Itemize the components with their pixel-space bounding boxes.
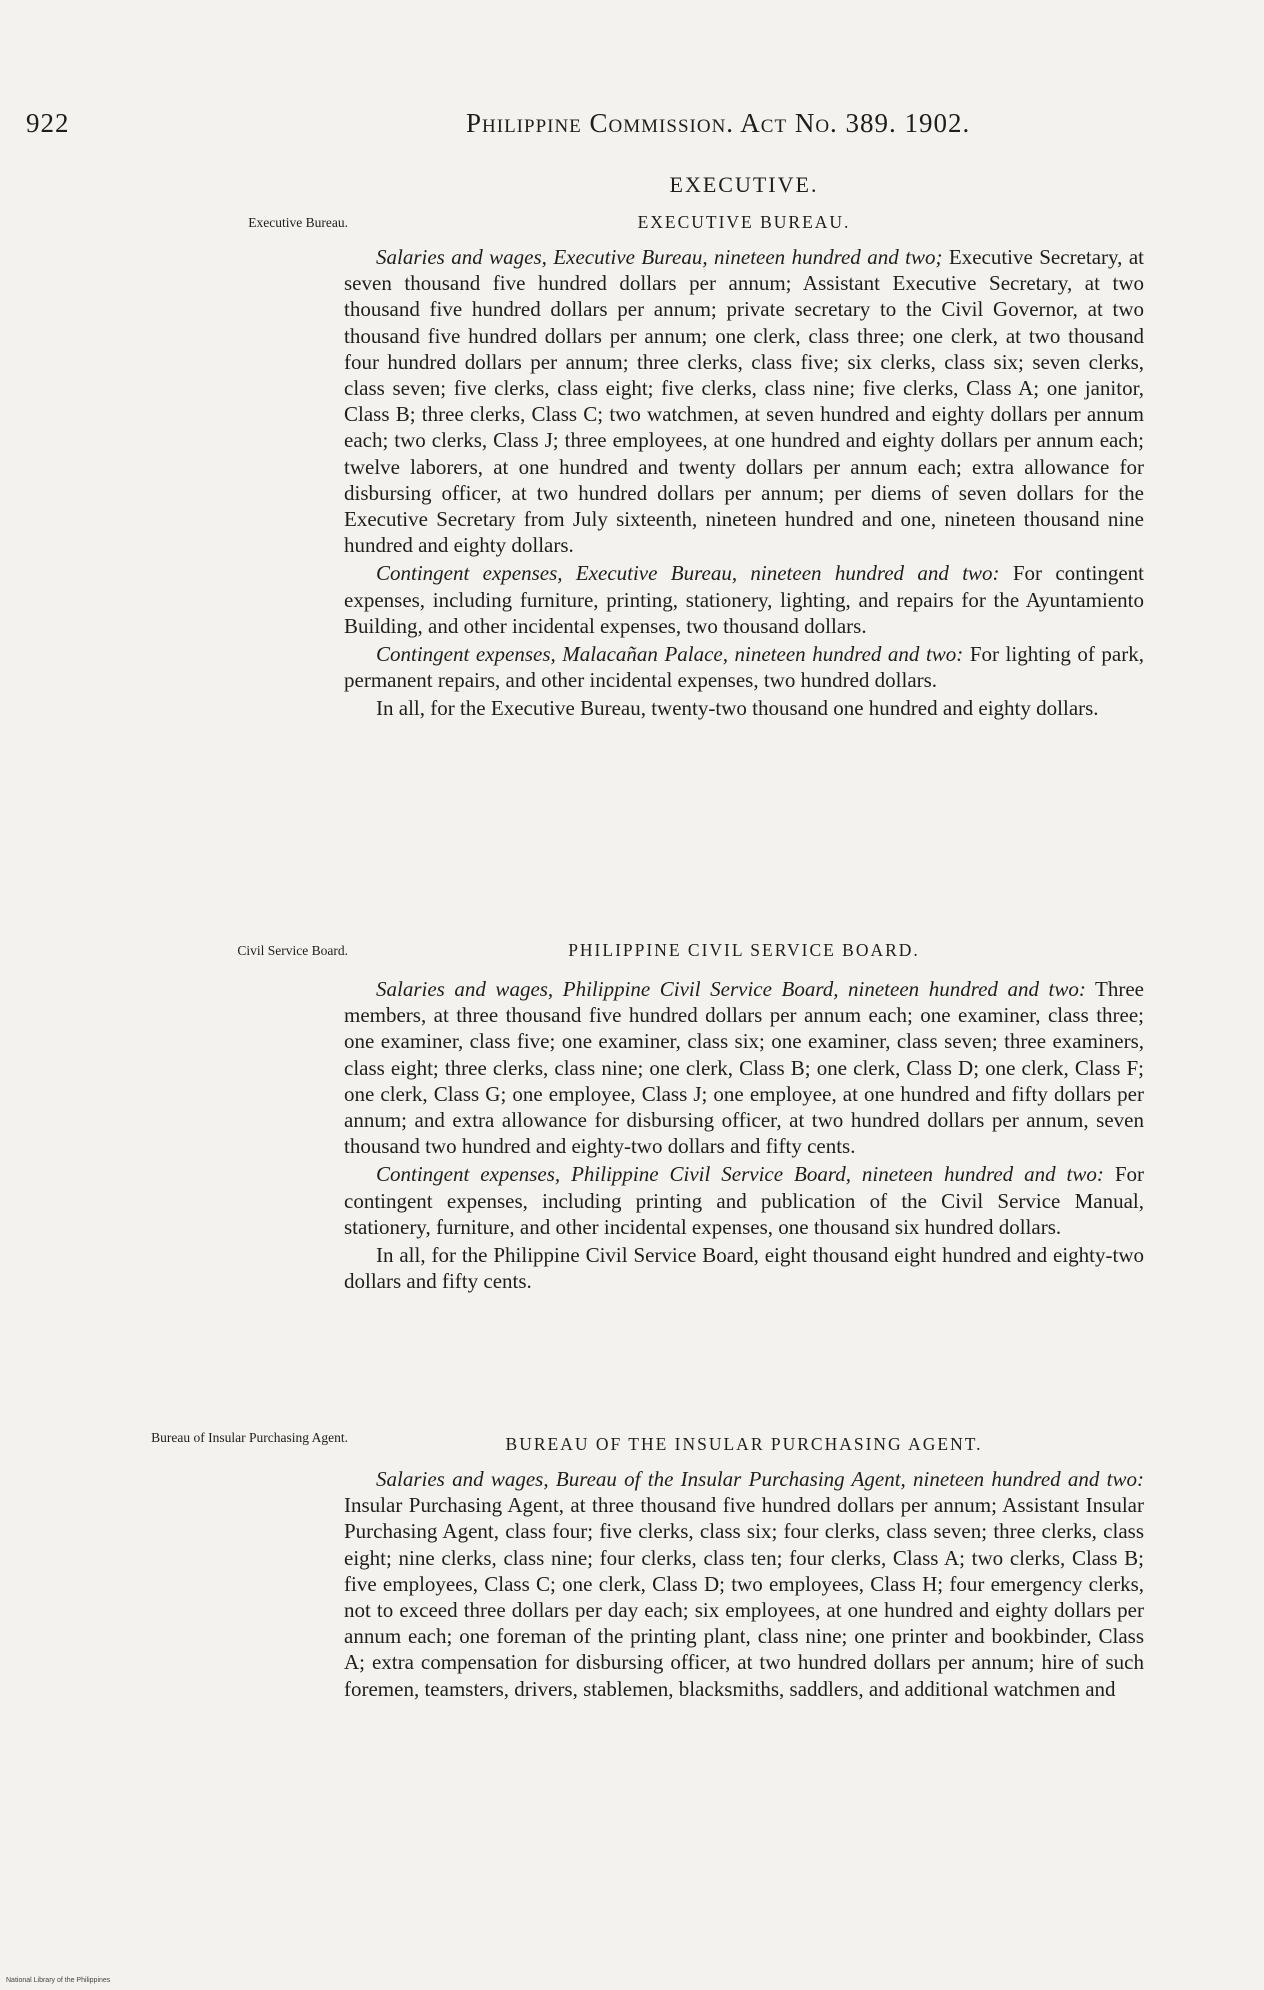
side-note-civil-service-board: Civil Service Board. <box>237 943 348 958</box>
section-body-insular-purchasing-agent <box>344 1466 1144 1702</box>
paragraph <box>344 1466 1144 1702</box>
running-head: Philippine Commission. Act No. 389. 1902. <box>466 108 971 138</box>
paragraph-lead: Contingent expenses, Philippine Civil Service Board, nineteen hundred and two: <box>376 1162 1104 1187</box>
paragraph-text: Insular Purchasing Agent, at three thousand five hundred dollars per annum; Assistant Insular Purchasing Agent, class four; five clerks, class six; four clerks, class seven; three clerks, class eight; nine clerks, class nine; four clerks, class ten; four clerks, Class A; two clerks, Class B; five employees, Class C; one clerk, Class D; two employees, Class H; four emergency clerks, not to exceed three dollars per day each; six employees, at one hundred and eighty dollars per annum each; one foreman of the printing plant, class nine; one printer and bookbinder, Class A; extra compensation for disbursing officer, at two hundred dollars per annum; hire of such foremen, teamsters, drivers, stablemen, blacksmiths, saddlers, and additional watchmen and <box>344 1493 1144 1701</box>
paragraph-text: For contingent expenses, including furniture, printing, stationery, lighting, and repairs for the Ayuntamiento Building, and other incidental expenses, two thousand dollars. <box>344 561 1144 638</box>
paragraph <box>344 641 1144 693</box>
paragraph-text: Three members, at three thousand five hundred dollars per annum each; one examiner, class three; one examiner, class five; one examiner, class six; one examiner, class seven; three examiners, class eight; three clerks, class nine; one clerk, Class B; one clerk, Class D; one clerk, Class F; one clerk, Class G; one employee, Class J; one employee, at one hundred and fifty dollars per annum; and extra allowance for disbursing officer, at two hundred dollars per annum, seven thousand two hundred and eighty-two dollars and fifty cents. <box>344 977 1144 1159</box>
page-header <box>26 108 1046 148</box>
paragraph-text: For lighting of park, permanent repairs, and other incidental expenses, two hundred dollars. <box>344 642 1144 693</box>
main-heading: EXECUTIVE. <box>669 172 819 197</box>
paragraph-text: In all, for the Philippine Civil Service Board, eight thousand eight hundred and eighty-two dollars and fifty cents. <box>344 1243 1144 1294</box>
section-heading-civil-service-board: PHILIPPINE CIVIL SERVICE BOARD. <box>568 940 920 960</box>
section-body-civil-service-board <box>344 976 1144 1294</box>
paragraph-lead: Contingent expenses, Malacañan Palace, nineteen hundred and two: <box>376 642 964 667</box>
paragraph <box>344 1242 1144 1294</box>
paragraph-text: Executive Secretary, at seven thousand five hundred dollars per annum; Assistant Executive Secretary, at two thousand five hundred dollars per annum; private secretary to the Civil Governor, at two thousand five hundred dollars per annum; one clerk, class three; one clerk, at two thousand four hundred dollars per annum; three clerks, class five; six clerks, class six; seven clerks, class seven; five clerks, class eight; five clerks, class nine; five clerks, Class A; one janitor, Class B; three clerks, Class C; two watchmen, at seven hundred and eighty dollars per annum each; two clerks, Class J; three employees, at one hundred and eighty dollars per annum each; twelve laborers, at one hundred and twenty dollars per annum each; extra allowance for disbursing officer, at two hundred dollars per annum; per diems of seven dollars for the Executive Secretary from July sixteenth, nineteen hundred and one, nineteen thousand nine hundred and eighty dollars. <box>344 245 1144 558</box>
paragraph <box>344 560 1144 639</box>
page-number: 922 <box>26 108 70 138</box>
paragraph <box>344 1161 1144 1240</box>
paragraph <box>344 695 1144 721</box>
section-heading-executive-bureau: EXECUTIVE BUREAU. <box>637 212 851 232</box>
paragraph-text: In all, for the Executive Bureau, twenty-two thousand one hundred and eighty dollars. <box>376 696 1099 721</box>
paragraph-lead: Contingent expenses, Executive Bureau, nineteen hundred and two: <box>376 561 1000 586</box>
paragraph-lead: Salaries and wages, Bureau of the Insular Purchasing Agent, nineteen hundred and two: <box>376 1467 1144 1491</box>
paragraph-lead: Salaries and wages, Executive Bureau, nineteen hundred and two; <box>376 245 943 269</box>
paragraph <box>344 976 1144 1159</box>
paragraph <box>344 244 1144 558</box>
paragraph-text: For contingent expenses, including printing and publication of the Civil Service Manual, stationery, furniture, and other incidental expenses, one thousand six hundred dollars. <box>344 1162 1144 1239</box>
side-note-insular-purchasing-agent: Bureau of Insular Purchasing Agent. <box>151 1430 348 1445</box>
section-body-executive-bureau <box>344 244 1144 722</box>
section-heading-insular-purchasing-agent: BUREAU OF THE INSULAR PURCHASING AGENT. <box>505 1434 983 1454</box>
paragraph-lead: Salaries and wages, Philippine Civil Service Board, nineteen hundred and two: <box>376 977 1086 1001</box>
library-stamp: National Library of the Philippines <box>6 1977 111 1984</box>
side-note-executive-bureau: Executive Bureau. <box>248 215 348 230</box>
